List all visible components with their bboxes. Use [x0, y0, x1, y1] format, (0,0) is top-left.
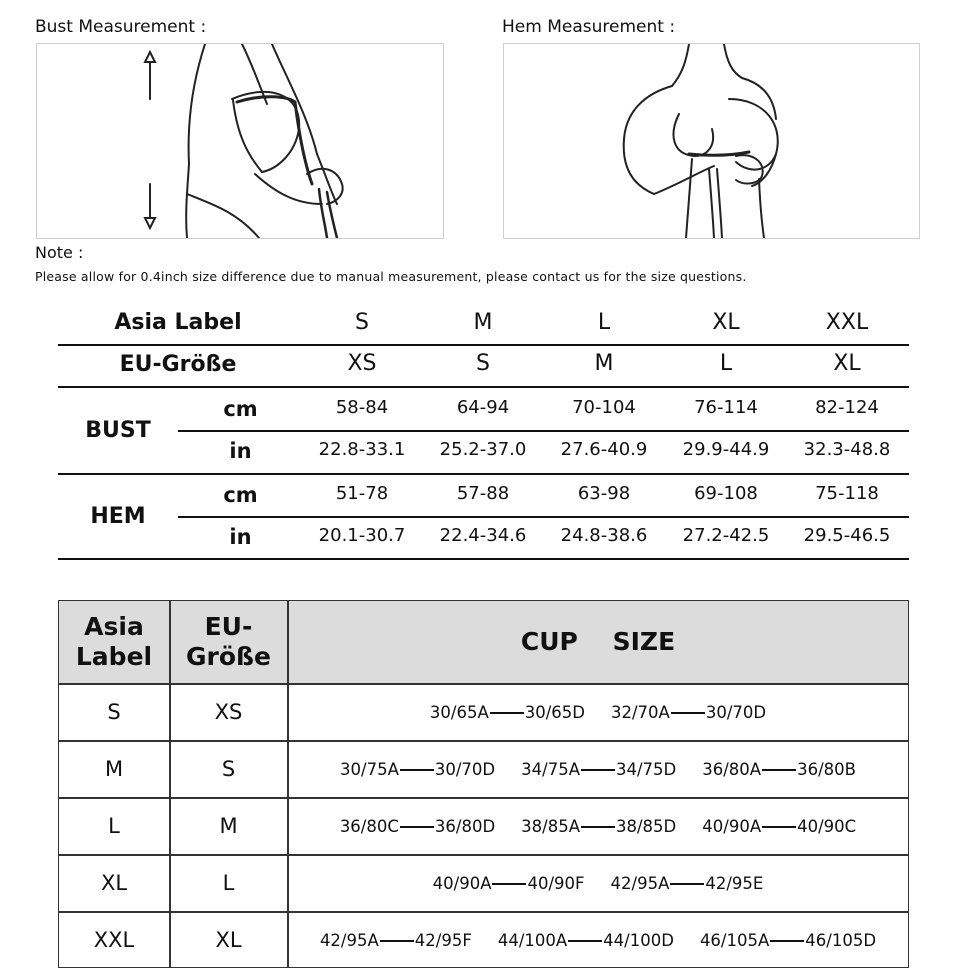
note-text: Please allow for 0.4inch size difference due to manual measurement, please contact us for the size questions. [35, 269, 747, 284]
bust-in-value: 32.3-48.8 [803, 439, 891, 460]
range-dash [762, 769, 796, 770]
bust-figure-drawing [37, 44, 443, 238]
cup-header-eu-line2: Größe [186, 642, 271, 671]
cup-range-end: 42/95F [414, 930, 472, 950]
hem-in-value: 29.5-46.5 [803, 525, 891, 546]
cup-range-start: 44/100A [497, 930, 568, 950]
hem-cm-value: 57-88 [456, 483, 510, 504]
cup-range-end: 40/90F [527, 873, 585, 893]
eu-size-cell: S [476, 351, 490, 376]
range-dash [490, 712, 524, 713]
size-table-rule [58, 386, 909, 388]
cup-range-end: 46/105D [805, 930, 877, 950]
cup-row-eu-size: XS [214, 700, 243, 724]
range-dash [492, 883, 526, 884]
bust-row-label: BUST [85, 418, 151, 443]
cup-range-end: 30/70D [434, 759, 496, 779]
hem-figure-drawing [504, 44, 919, 238]
range-dash [400, 769, 434, 770]
cup-range-end: 36/80D [434, 816, 496, 836]
cup-range-end: 42/95E [705, 873, 764, 893]
asia-size-cell: S [355, 310, 369, 335]
size-table-rule [178, 516, 909, 518]
cup-row-asia-size: L [108, 814, 120, 838]
arrow-up-icon [145, 52, 155, 62]
cup-range-start: 42/95A [319, 930, 379, 950]
size-table-rule [178, 430, 909, 432]
hem-cm-value: 69-108 [694, 483, 758, 504]
cup-range [498, 931, 674, 950]
cup-row-eu-size: M [219, 814, 238, 838]
eu-size-header: EU-Größe [119, 352, 237, 377]
cup-range [611, 703, 766, 722]
cup-range-end: 44/100D [603, 930, 674, 950]
bust-in-unit: in [229, 439, 252, 463]
cup-row-ranges [288, 855, 908, 911]
bust-cm-value: 58-84 [335, 397, 389, 418]
cup-range-start: 36/80A [702, 759, 762, 779]
range-dash [581, 769, 615, 770]
cup-size-table [58, 600, 909, 968]
cup-row-eu-size: L [222, 871, 235, 895]
cup-range-start: 30/65A [429, 702, 489, 722]
cup-range-end: 38/85D [616, 816, 677, 836]
hem-measurement-caption: Hem Measurement : [502, 17, 676, 37]
cup-row-asia-size: S [107, 700, 121, 724]
cup-table-asia-header [59, 601, 169, 683]
cup-range-end: 30/65D [524, 702, 585, 722]
hem-cm-value: 51-78 [335, 483, 389, 504]
cup-range-start: 42/95A [610, 873, 670, 893]
hem-cm-value: 75-118 [815, 483, 879, 504]
eu-size-cell: M [594, 351, 614, 376]
cup-range [702, 760, 856, 779]
hem-cm-unit: cm [223, 483, 258, 507]
cup-range [430, 703, 585, 722]
range-dash [581, 826, 615, 827]
cup-range-start: 46/105A [699, 930, 770, 950]
cup-row-eu-size: XL [215, 928, 242, 952]
bust-cm-value: 76-114 [694, 397, 758, 418]
range-dash [380, 940, 414, 941]
arrow-down-icon [145, 218, 155, 228]
cup-row-asia-size: XL [100, 871, 128, 895]
hem-in-value: 22.4-34.6 [439, 525, 527, 546]
hem-in-value: 20.1-30.7 [318, 525, 406, 546]
cup-range [702, 817, 856, 836]
cup-range-end: 30/70D [705, 702, 767, 722]
bust-measurement-illustration [36, 43, 444, 239]
size-table-rule [58, 473, 909, 475]
cup-range-end: 36/80B [797, 759, 856, 779]
cup-range-start: 40/90A [432, 873, 492, 893]
cup-range [340, 817, 495, 836]
asia-size-cell: XL [712, 310, 740, 335]
size-table-rule [58, 344, 909, 346]
cup-range-start: 40/90A [702, 816, 762, 836]
range-dash [671, 712, 705, 713]
eu-size-cell: L [719, 351, 733, 376]
cup-range-start: 30/75A [340, 759, 399, 779]
cup-range [433, 874, 585, 893]
cup-row-ranges [288, 741, 908, 797]
asia-label-header: Asia Label [114, 310, 242, 335]
hem-row-label: HEM [90, 504, 146, 529]
cup-header-eu-line1: EU- [204, 612, 253, 641]
cup-row-asia-size: XXL [93, 928, 135, 952]
range-dash [762, 826, 796, 827]
cup-range [320, 931, 472, 950]
cup-header-asia-line1: Asia [84, 612, 144, 641]
cup-range [521, 817, 676, 836]
bust-cm-unit: cm [223, 397, 258, 421]
bust-in-value: 27.6-40.9 [560, 439, 648, 460]
size-table-rule [58, 558, 909, 560]
range-dash [770, 940, 804, 941]
bust-in-value: 22.8-33.1 [318, 439, 406, 460]
range-dash [568, 940, 602, 941]
cup-range-start: 34/75A [521, 759, 580, 779]
cup-range [340, 760, 495, 779]
hem-in-value: 24.8-38.6 [560, 525, 648, 546]
cup-header-asia-line2: Label [75, 642, 153, 671]
cup-range [700, 931, 876, 950]
bust-in-value: 25.2-37.0 [439, 439, 527, 460]
cup-range-end: 34/75D [615, 759, 677, 779]
cup-range-end: 40/90C [797, 816, 857, 836]
eu-size-cell: XS [347, 351, 377, 376]
cup-row-eu-size: S [221, 757, 236, 781]
cup-range-start: 36/80C [339, 816, 399, 836]
asia-size-cell: L [597, 310, 611, 335]
cup-range [521, 760, 676, 779]
asia-size-cell: M [473, 310, 493, 335]
cup-table-eu-header [170, 601, 287, 683]
range-dash [400, 826, 434, 827]
cup-row-ranges [288, 684, 908, 740]
hem-in-value: 27.2-42.5 [682, 525, 770, 546]
cup-range [611, 874, 764, 893]
bust-in-value: 29.9-44.9 [682, 439, 770, 460]
bust-measurement-caption: Bust Measurement : [35, 17, 207, 37]
range-dash [670, 883, 704, 884]
cup-size-header: CUP SIZE [288, 601, 908, 683]
cup-range-start: 32/70A [611, 702, 670, 722]
eu-size-cell: XL [833, 351, 861, 376]
hem-in-unit: in [229, 525, 252, 549]
bust-cm-value: 64-94 [456, 397, 510, 418]
hem-cm-value: 63-98 [577, 483, 631, 504]
bust-cm-value: 82-124 [815, 397, 879, 418]
note-title: Note : [35, 243, 84, 262]
hem-measurement-illustration [503, 43, 920, 239]
cup-row-ranges [288, 912, 908, 968]
asia-size-cell: XXL [825, 310, 869, 335]
cup-row-asia-size: M [104, 757, 124, 781]
cup-row-ranges [288, 798, 908, 854]
cup-range-start: 38/85A [521, 816, 580, 836]
bust-cm-value: 70-104 [572, 397, 636, 418]
